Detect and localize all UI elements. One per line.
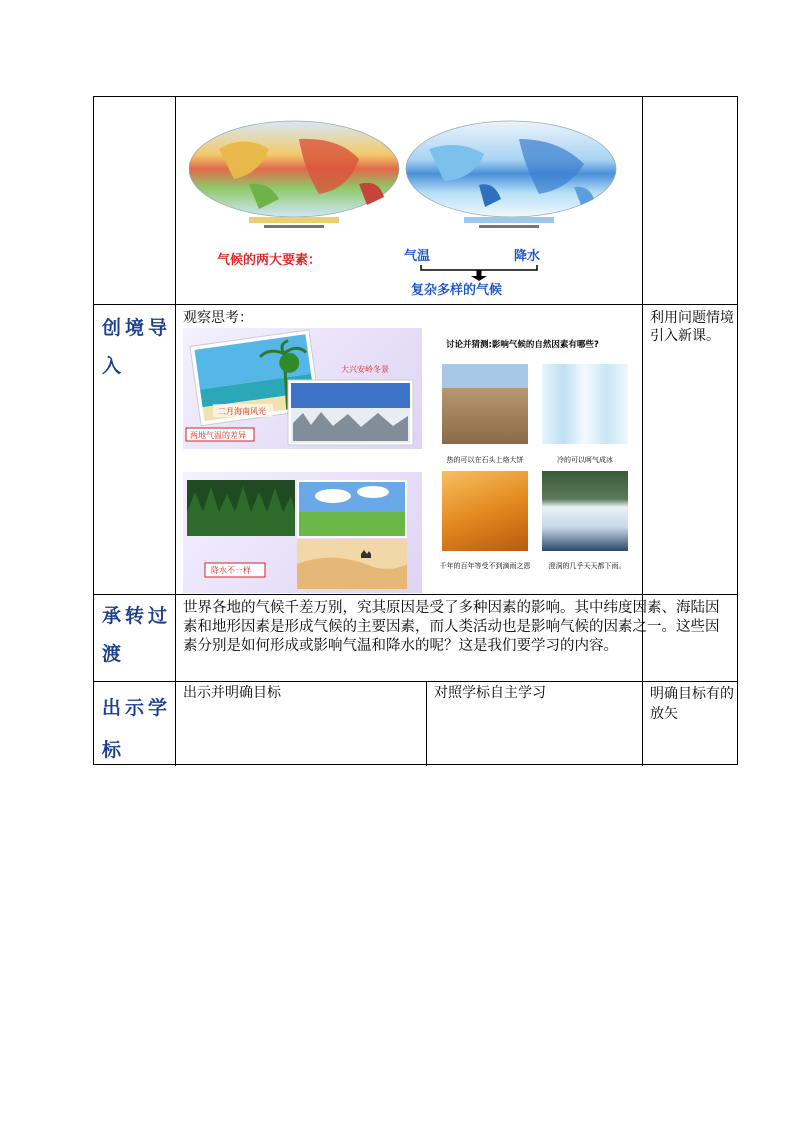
photo-hot-stone [442,364,528,444]
goals-col3: 对照学标自主学习 [434,685,546,701]
lesson-table [93,96,738,765]
row-label-create: 创境导入 [102,317,172,377]
maps-result: 复杂多样的气候 [411,283,503,298]
tag-daxinganling: 大兴安岭冬景 [341,365,389,374]
tag-temp-diff: 两地气温的差异 [190,431,246,440]
photo-ice [542,364,628,444]
photo-desert [442,471,528,551]
precip-label: 降水 [514,249,541,264]
photo-waterfall [542,471,628,551]
row-divider [94,594,737,595]
tag-hainan: 二月海南风光 [218,407,266,416]
observe-text: 观察思考： [183,310,253,326]
note-intro: 利用问题情境引入新课。 [650,310,734,344]
row-label-transition: 承转过渡 [102,605,172,665]
goals-col2: 出示并明确目标 [183,685,281,701]
maps-title: 气候的两大要素： [217,253,322,268]
col-divider [426,681,427,766]
temp-label: 气温 [404,249,431,264]
discussion-slide [432,328,637,590]
caption-cold: 冷的可以呵气成冰 [557,456,613,464]
caption-rain: 澄洞的几乎天天都下雨。 [548,562,626,570]
climate-maps-figure [189,119,629,299]
row-divider [94,681,737,682]
temperature-slide [183,328,422,449]
precipitation-slide [183,472,422,593]
caption-hot: 热的可以在石头上烙大饼 [446,456,524,464]
col-divider [175,97,176,766]
caption-dry: 千年的百年等受不到滴雨之恩 [439,562,531,570]
row-divider [94,304,737,305]
tag-precip-diff: 降水不一样 [211,566,251,575]
row-label-goals: 出示学标 [102,697,172,761]
discussion-title: 讨论并猜测:影响气候的自然因素有哪些? [446,340,599,350]
goals-col4: 明确目标有的放矢 [650,686,734,722]
col-divider [642,97,643,766]
transition-text: 世界各地的气候千差万别，究其原因是受了多种因素的影响。其中纬度因素、海陆因素和地形因素是形成气候的主要因素，而人类活动也是影响气候的因素之一。这些因素分别是如何形成或影响气温和降水的呢？这是我们要学习的内容。 [183,600,720,654]
